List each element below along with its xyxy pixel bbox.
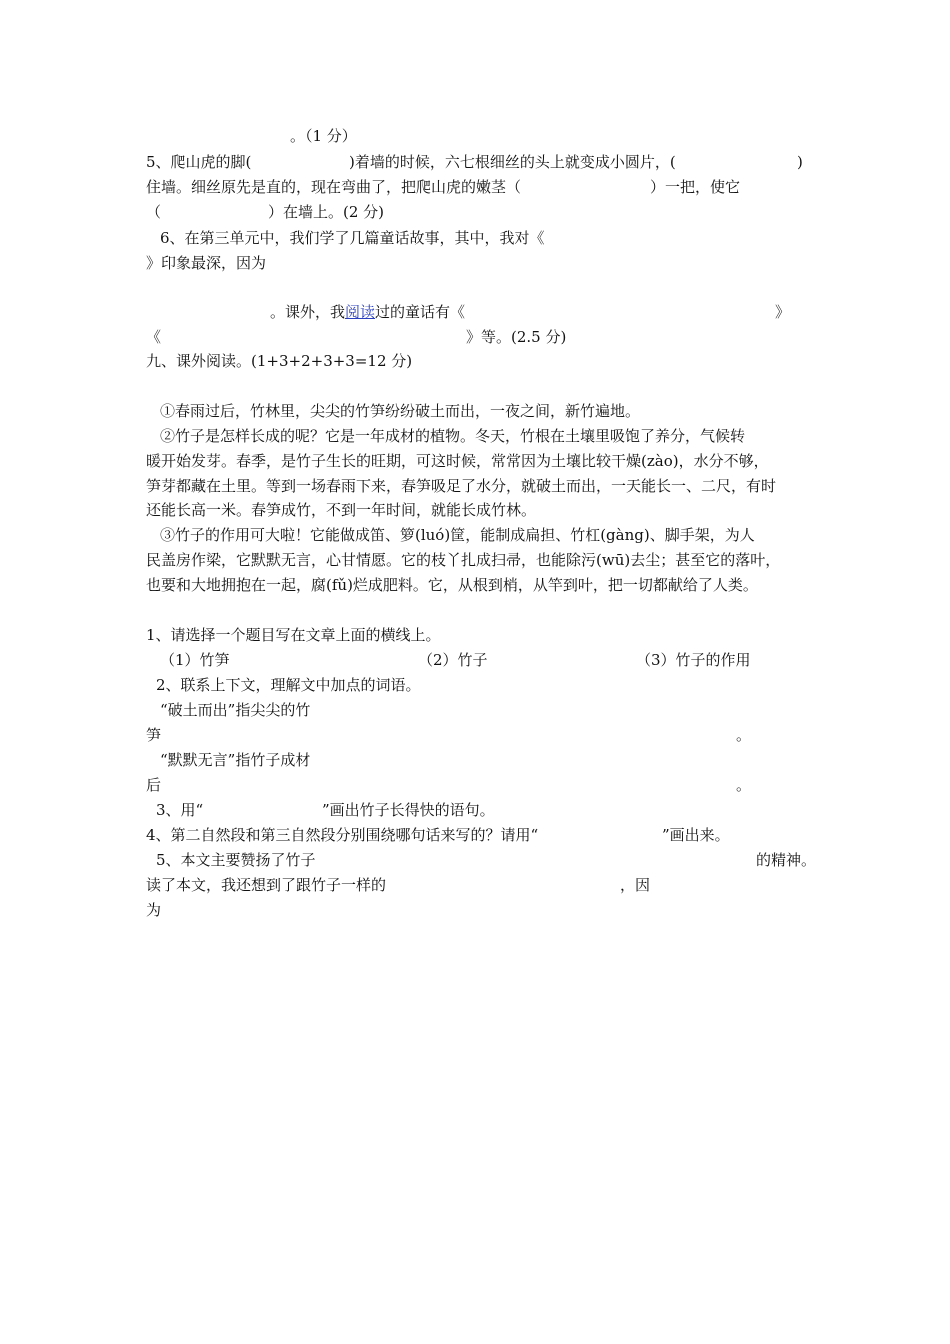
q6-text-d: 过的童话有《	[375, 303, 466, 321]
line-score-1: 。（1 分）	[290, 127, 357, 145]
q5-text-a: 5、爬山虎的脚(	[146, 153, 252, 171]
question-1-option-2: （2）竹子	[418, 651, 488, 669]
question-5-a: 5、本文主要赞扬了竹子	[156, 851, 316, 869]
question-1-option-1: （1）竹笋	[160, 651, 230, 669]
question-4-b: ”画出来。	[662, 826, 730, 844]
question-3-b: ”画出竹子长得快的语句。	[322, 801, 495, 819]
passage-p2-line4: 还能长高一米。春笋成竹，不到一年时间，就能长成竹林。	[146, 501, 537, 519]
reading-link[interactable]: 阅读	[345, 303, 376, 321]
q6-text-g: 》等。(2.5 分)	[466, 328, 567, 346]
question-4-a: 4、第二自然段和第三自然段分别围绕哪句话来写的？请用“	[146, 826, 539, 844]
q5-text-e: ）一把，使它	[650, 178, 741, 196]
section9-heading: 九、课外阅读。(1+3+2+3+3=12 分)	[146, 352, 413, 370]
passage-p3-line3: 也要和大地拥抱在一起，腐(fǔ)烂成肥料。它，从根到梢，从竿到叶，把一切都献给了人类。	[146, 576, 758, 594]
question-5-d: ，因	[620, 876, 651, 894]
q5-text-b: )着墙的时候，六七根细丝的头上就变成小圆片，(	[349, 153, 676, 171]
q5-text-g: ）在墙上。(2 分)	[268, 203, 385, 221]
passage-p1: ①春雨过后，竹林里，尖尖的竹笋纷纷破土而出，一夜之间，新竹遍地。	[160, 402, 641, 420]
q5-text-f: （	[146, 203, 162, 221]
question-2-b-line1: “默默无言”指竹子成材	[160, 751, 311, 769]
passage-p3-line2: 民盖房作梁，它默默无言，心甘情愿。它的枝丫扎成扫帚，也能除污(wū)去尘；甚至它的落叶，	[146, 551, 781, 569]
q6-text-b: 》印象最深，因为	[146, 254, 267, 272]
question-2-a-line1: “破土而出”指尖尖的竹	[160, 701, 311, 719]
q5-text-c: )	[797, 153, 803, 171]
question-5-e: 为	[146, 901, 162, 919]
question-1: 1、请选择一个题目写在文章上面的横线上。	[146, 626, 441, 644]
question-5-b: 的精神。	[756, 851, 817, 869]
passage-p2-line1: ②竹子是怎样长成的呢？它是一年成材的植物。冬天，竹根在土壤里吸饱了养分，气候转	[160, 427, 746, 445]
passage-p3-line1: ③竹子的作用可大啦！它能做成笛、箩(luó)筐，能制成扁担、竹杠(gàng)、脚手架，为人	[160, 526, 755, 544]
q5-text-d: 住墙。细丝原先是直的，现在弯曲了，把爬山虎的嫩茎（	[146, 178, 522, 196]
passage-p2-line3: 笋芽都藏在土里。等到一场春雨下来，春笋吸足了水分，就破土而出，一天能长一、二尺，有时	[146, 477, 777, 495]
q6-text-a: 6、在第三单元中，我们学了几篇童话故事，其中，我对《	[160, 229, 545, 247]
question-3-a: 3、用“	[156, 801, 204, 819]
question-2-a-line2: 笋	[146, 726, 162, 744]
q6-text-e: 》	[775, 303, 791, 321]
question-2-b-line2: 后	[146, 776, 162, 794]
question-2-a-end: 。	[736, 726, 752, 744]
q6-text-c	[270, 302, 465, 322]
question-2-b-end: 。	[736, 776, 752, 794]
q6-text-f: 《	[146, 328, 162, 346]
q6-text-c-prefix: 。课外，我	[270, 303, 346, 321]
question-5-c: 读了本文，我还想到了跟竹子一样的	[146, 876, 387, 894]
passage-p2-line2: 暖开始发芽。春季，是竹子生长的旺期，可这时候，常常因为土壤比较干燥(zào)，水分不够，	[146, 452, 769, 470]
question-2: 2、联系上下文，理解文中加点的词语。	[156, 676, 421, 694]
question-1-option-3: （3）竹子的作用	[636, 651, 751, 669]
